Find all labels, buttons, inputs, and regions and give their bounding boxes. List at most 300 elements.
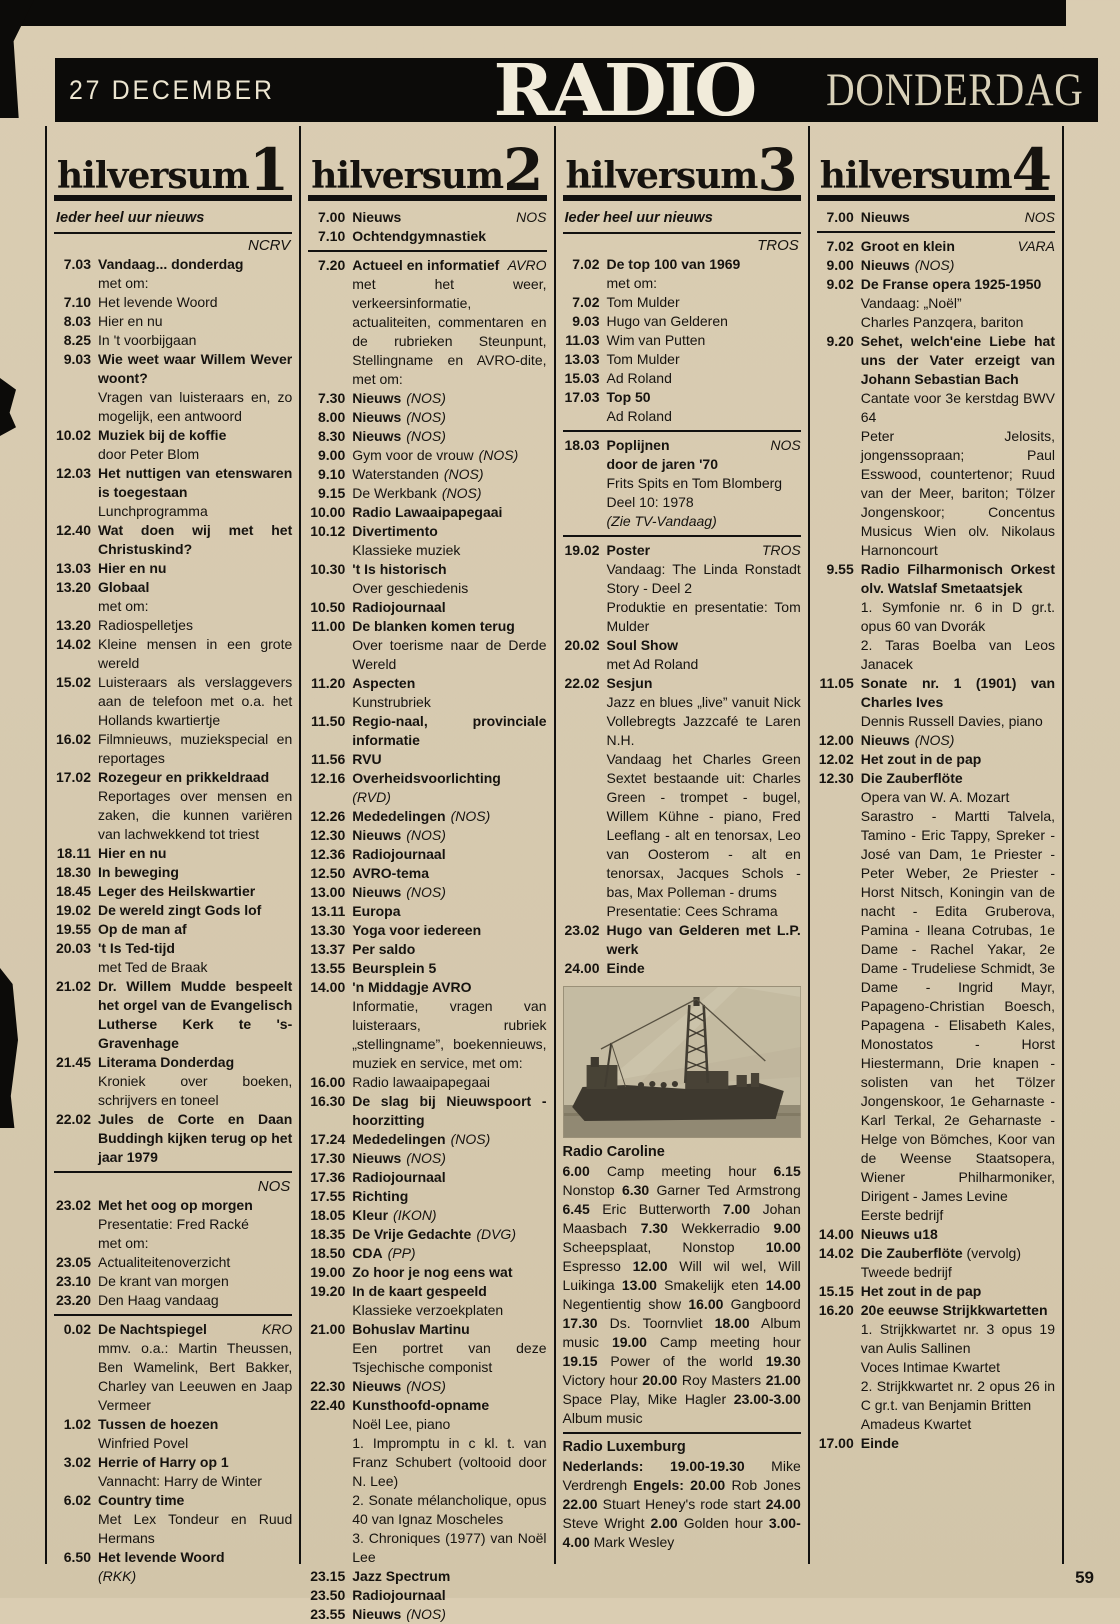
entry-time: 23.50: [310, 1587, 346, 1603]
entry-time: 9.15: [318, 485, 346, 501]
schedule-entry: [54, 920, 292, 939]
entry-time: 22.30: [310, 1378, 346, 1394]
schedule-entry: [54, 559, 292, 578]
entry-time: 10.30: [310, 561, 346, 577]
entry-time: 23.15: [310, 1568, 346, 1584]
schedule-text-run: 22.00: [562, 1496, 598, 1512]
entry-content: [352, 1073, 546, 1092]
entry-desc: Vandaag het Charles Green Sextet bestaande uit: Charles Green - trompet - bugel, Willem Kühne - piano, Fred Leeflang - alt en tenorsax, Leo van Oosterom - alt en tenorsax, Jacques Schols - bas, Max Polleman - drums: [606, 751, 801, 900]
schedule-text-run: Stuart Heney's rode start: [597, 1496, 766, 1512]
schedule-entry: [563, 636, 801, 674]
schedule-entry: [54, 1291, 292, 1310]
entry-content: [352, 1396, 546, 1567]
entry-title: Mededelingen: [352, 1131, 446, 1147]
date-label: 27 DECEMBER: [69, 74, 275, 105]
schedule-text-run: Camp meeting hour: [646, 1334, 801, 1350]
schedule-entry: [308, 1187, 546, 1206]
schedule-text-run: 7.00: [722, 1201, 751, 1217]
entry-title: Europa: [352, 903, 401, 919]
entry-content: [352, 1149, 546, 1168]
entry-title: Radiojournaal: [352, 1169, 446, 1185]
entry-network-tag: (NOS): [406, 884, 446, 900]
broadcaster-label: NOS: [770, 437, 801, 453]
schedule-text-run: Wekkerradio: [667, 1220, 774, 1236]
entry-title: CDA: [352, 1245, 383, 1261]
entry-title: Wie weet waar Willem Wever woont?: [98, 351, 293, 386]
schedule-entry: [308, 826, 546, 845]
section-divider: [54, 1171, 292, 1173]
entry-time: 21.02: [55, 978, 91, 994]
schedule-entry: [54, 673, 292, 730]
entry-desc: 1. Impromptu in c kl. t. van Franz Schubert (voltooid door N. Lee): [352, 1435, 547, 1489]
entry-desc: Noël Lee, piano: [352, 1416, 451, 1432]
entry-content: [98, 635, 292, 673]
schedule-text-run: 10.00: [765, 1239, 801, 1255]
entry-content: [607, 388, 801, 426]
schedule-entry: [308, 902, 546, 921]
broadcaster-label: KRO: [261, 1321, 293, 1337]
page-top-ink-strip: [0, 0, 1066, 26]
entry-desc: Opera van W. A. Mozart: [860, 789, 1010, 805]
entry-content: [352, 845, 546, 864]
schedule-entry: [54, 1320, 292, 1415]
schedule-text-run: 21.00: [765, 1372, 801, 1388]
schedule-entry: [308, 465, 546, 484]
entry-title: Aspecten: [352, 675, 416, 691]
schedule-entry: [308, 227, 546, 246]
entry-time: 12.30: [310, 827, 346, 843]
schedule-entry: [563, 255, 801, 293]
entry-title: Hugo van Gelderen: [606, 313, 728, 329]
entry-title: Hier en nu: [98, 845, 167, 861]
entry-content: [352, 522, 546, 560]
entry-content: [352, 1168, 546, 1187]
schedule-text-run: 23.00-3.00: [733, 1391, 801, 1407]
entry-time: 18.30: [55, 864, 91, 880]
entry-network-tag: (NOS): [406, 1606, 446, 1622]
schedule-entry: [817, 256, 1055, 275]
entry-title: Ochtendgymnastiek: [352, 228, 487, 244]
day-label: DONDERDAG: [826, 64, 1084, 116]
entry-content: [352, 408, 546, 427]
entry-desc: Voces Intimae Kwartet: [860, 1359, 1001, 1375]
entry-title: Nieuws: [352, 209, 402, 225]
entry-title: Tussen de hoezen: [98, 1416, 219, 1432]
entry-title: De slag bij Nieuwspoort - hoorzitting: [352, 1093, 547, 1128]
schedule-entry: [54, 901, 292, 920]
entry-content: [98, 559, 292, 578]
entry-title: Het zout in de pap: [860, 751, 982, 767]
entry-desc: Vandaag: The Linda Ronstadt Story - Deel 2: [606, 561, 801, 596]
entry-title: Hier en nu: [98, 313, 163, 329]
entry-content: [861, 256, 1055, 275]
entry-title: Vandaag... donderdag: [98, 256, 244, 272]
entry-desc: 1. Symfonie nr. 6 in D gr.t. opus 60 van Dvorák: [860, 599, 1055, 634]
entry-title: Nieuws: [352, 1150, 402, 1166]
entry-time: 16.00: [310, 1074, 346, 1090]
schedule-entry: [308, 208, 546, 227]
schedule-entry: [308, 427, 546, 446]
entry-title: Sonate nr. 1 (1901) van Charles Ives: [860, 675, 1055, 710]
entry-title: Literama Donderdag: [98, 1054, 235, 1070]
entry-title: Radiospelletjes: [98, 617, 193, 633]
schedule-text-run: Album music: [562, 1315, 801, 1350]
entry-title: 't Is historisch: [352, 561, 447, 577]
schedule-entry: [308, 1168, 546, 1187]
schedule-entry: [54, 331, 292, 350]
entry-time: 23.02: [55, 1197, 91, 1213]
schedule-text-run: Rob Jones: [725, 1477, 801, 1493]
section-divider: [308, 250, 546, 252]
entry-title: Op de man af: [98, 921, 187, 937]
entry-content: [861, 560, 1055, 674]
entry-title: Herrie of Harry op 1: [98, 1454, 229, 1470]
entry-desc: met om:: [606, 275, 658, 291]
entry-time: 13.20: [55, 617, 91, 633]
entry-title: Groot en klein: [860, 238, 955, 254]
entry-title: De blanken komen terug: [352, 618, 515, 634]
entry-content: [98, 939, 292, 977]
entry-content: [861, 731, 1055, 750]
schedule-entry: [308, 598, 546, 617]
schedule-text-run: Victory hour: [562, 1372, 643, 1388]
schedule-entry: [563, 674, 801, 921]
entry-time: 16.02: [55, 731, 91, 747]
schedule-text-run: 19.30: [765, 1353, 801, 1369]
entry-content: [98, 1548, 292, 1586]
schedule-text-run: Ds. Toornvliet: [597, 1315, 715, 1331]
entry-title: Actueel en informatief: [352, 257, 500, 273]
schedule-text-run: 12.00: [632, 1258, 668, 1274]
schedule-entry: [308, 1073, 546, 1092]
station-name: hilversum: [311, 154, 504, 197]
schedule-entry: [308, 503, 546, 522]
entry-title: Actualiteitenoverzicht: [98, 1254, 231, 1270]
entry-content: [352, 598, 546, 617]
entry-title: De krant van morgen: [98, 1273, 229, 1289]
entry-time: 19.02: [564, 542, 600, 558]
entry-title: Filmnieuws, muziekspecial en reportages: [98, 731, 293, 766]
entry-content: [352, 1586, 546, 1605]
entry-time: 13.00: [310, 884, 346, 900]
schedule-entry: [308, 921, 546, 940]
schedule-text-run: 2.00: [650, 1515, 678, 1531]
entry-title: Radio Filharmonisch Orkest olv. Watslaf Smetaatsjek: [860, 561, 1055, 596]
entry-content: [98, 673, 292, 730]
entry-time: 9.00: [826, 257, 854, 273]
entry-content: [98, 1196, 292, 1253]
entry-title: Rozegeur en prikkeldraad: [98, 769, 270, 785]
schedule-entry: [54, 1272, 292, 1291]
section-divider: [563, 430, 801, 432]
entry-content: [861, 1225, 1055, 1244]
entry-content: [352, 1092, 546, 1130]
column-body: [308, 201, 546, 1624]
entry-title: Bohuslav Martinu: [352, 1321, 470, 1337]
entry-time: 3.02: [63, 1454, 91, 1470]
entry-content: [352, 940, 546, 959]
schedule-entry: [308, 389, 546, 408]
entry-time: 7.02: [572, 256, 600, 272]
schedule-entry: [308, 1244, 546, 1263]
entry-time: 12.26: [310, 808, 346, 824]
entry-network-tag: (NOS): [406, 390, 446, 406]
schedule-entry: [308, 845, 546, 864]
entry-content: [607, 331, 801, 350]
entry-time: 15.15: [818, 1283, 854, 1299]
entry-title: Gym voor de vrouw: [352, 447, 474, 463]
column-body: [54, 201, 292, 1586]
radio-logo: RADIO: [493, 48, 754, 132]
entry-title: Het levende Woord: [98, 294, 218, 310]
entry-content: [352, 750, 546, 769]
schedule-entry: [54, 578, 292, 616]
entry-title: In beweging: [98, 864, 179, 880]
entry-desc: Cantate voor 3e kerstdag BWV 64: [860, 390, 1055, 425]
schedule-text-run: Eric Butterworth: [589, 1201, 723, 1217]
section-divider: [54, 1314, 292, 1316]
entry-title: Tom Mulder: [606, 294, 680, 310]
entry-title: Sesjun: [606, 675, 653, 691]
entry-content: [352, 769, 546, 807]
entry-content: [352, 503, 546, 522]
entry-title: Mededelingen: [352, 808, 446, 824]
entry-title: Beursplein 5: [352, 960, 437, 976]
schedule-entry: [54, 255, 292, 293]
schedule-text-run: 6.00: [562, 1163, 590, 1179]
schedule-text-run: Nederlands:: [562, 1458, 670, 1474]
entry-time: 10.50: [310, 599, 346, 615]
entry-time: 13.11: [310, 903, 346, 919]
entry-content: [352, 484, 546, 503]
entry-time: 11.50: [310, 713, 346, 729]
schedule-entry: [308, 1377, 546, 1396]
entry-content: [352, 902, 546, 921]
entry-content: [98, 293, 292, 312]
entry-time: 14.02: [55, 636, 91, 652]
entry-content: [352, 256, 546, 389]
entry-network-tag: (IKON): [393, 1207, 437, 1223]
schedule-entry: [54, 350, 292, 426]
schedule-text-run: Scheepsplaat, Nonstop: [562, 1239, 766, 1255]
schedule-entry: [308, 1130, 546, 1149]
entry-network-tag: (DVG): [476, 1226, 516, 1242]
entry-network-tag: (NOS): [441, 485, 482, 501]
entry-title-line2: door de jaren '70: [606, 456, 718, 472]
schedule-entry: [817, 208, 1055, 227]
schedule-entry: [54, 1491, 292, 1548]
entry-title: Den Haag vandaag: [98, 1292, 219, 1308]
entry-content: [98, 1253, 292, 1272]
entry-content: [98, 1110, 292, 1167]
entry-desc: Ad Roland: [606, 408, 672, 424]
entry-content: [98, 1491, 292, 1548]
schedule-entry: [308, 864, 546, 883]
entry-time: 24.00: [564, 960, 600, 976]
broadcaster-label: NOS: [1024, 209, 1055, 225]
entry-title: Hugo van Gelderen met L.P. werk: [606, 922, 801, 957]
schedule-entry: [817, 769, 1055, 1225]
schedule-entry: [308, 446, 546, 465]
entry-time: 6.02: [63, 1492, 91, 1508]
schedule-entry: [308, 674, 546, 712]
entry-content: [98, 1272, 292, 1291]
entry-title: Yoga voor iedereen: [352, 922, 482, 938]
schedule-entry: [54, 635, 292, 673]
schedule-entry: [308, 522, 546, 560]
schedule-grid: [45, 126, 1064, 1622]
entry-content: [98, 863, 292, 882]
schedule-entry: [563, 541, 801, 636]
entry-network-tag: (NOS): [406, 827, 446, 843]
schedule-entry: [54, 312, 292, 331]
column-note: Ieder heel uur nieuws: [563, 208, 801, 234]
pirate-station-section: [563, 1438, 801, 1552]
schedule-entry: [54, 616, 292, 635]
schedule-entry: [54, 1253, 292, 1272]
entry-content: [352, 883, 546, 902]
entry-time: 10.00: [310, 504, 346, 520]
schedule-entry: [563, 436, 801, 531]
entry-content: [607, 350, 801, 369]
station-name: hilversum: [57, 154, 249, 197]
entry-desc: Vragen van luisteraars en, zo mogelijk, een antwoord: [98, 389, 293, 424]
schedule-entry: [308, 769, 546, 807]
entry-content: [352, 1605, 546, 1624]
entry-time: 0.02: [63, 1321, 91, 1337]
entry-content: [98, 920, 292, 939]
schedule-entry: [563, 369, 801, 388]
entry-time: 19.00: [310, 1264, 346, 1280]
entry-desc: met het weer, verkeersinformatie, actualiteiten, commentaren en de rubrieken Steunpunt, Stellingname en AVRO-dite, met om:: [352, 276, 547, 387]
entry-time: 17.02: [55, 769, 91, 785]
entry-content: [98, 768, 292, 844]
entry-desc: (RKK): [98, 1568, 137, 1584]
schedule-entry: [308, 1396, 546, 1567]
entry-time: 9.10: [318, 466, 346, 482]
entry-title: RVU: [352, 751, 382, 767]
entry-time: 17.36: [310, 1169, 346, 1185]
schedule-entry: [817, 560, 1055, 674]
entry-content: [861, 1434, 1055, 1453]
entry-content: [607, 312, 801, 331]
schedule-text-run: Smakelijk eten: [656, 1277, 766, 1293]
entry-time: 7.03: [63, 256, 91, 272]
entry-title: Regio-naal, provinciale informatie: [352, 713, 547, 748]
entry-content: [352, 446, 546, 465]
entry-content: [607, 921, 801, 959]
entry-content: [98, 464, 292, 521]
schedule-text-run: 19.00: [611, 1334, 647, 1350]
entry-desc: Vandaag: „Noël”: [860, 295, 962, 311]
hilversum-4-column: [808, 126, 1062, 1564]
entry-time: 21.00: [310, 1321, 346, 1337]
entry-title: Nieuws: [352, 827, 402, 843]
schedule-text-run: Engels:: [633, 1477, 691, 1493]
entry-desc: Vannacht: Harry de Winter: [98, 1473, 262, 1489]
entry-content: [352, 227, 546, 246]
entry-time: 11.20: [310, 675, 346, 691]
schedule-entry: [817, 332, 1055, 560]
entry-title: 20e eeuwse Strijkkwartetten: [860, 1302, 1048, 1318]
entry-time: 12.40: [55, 522, 91, 538]
entry-time: 9.20: [826, 333, 854, 349]
entry-desc: 2. Taras Boelba van Leos Janacek: [860, 637, 1055, 672]
schedule-entry: [54, 863, 292, 882]
schedule-entry: [308, 1092, 546, 1130]
entry-time: 10.02: [55, 427, 91, 443]
station-name: hilversum: [819, 154, 1012, 197]
entry-title: 't Is Ted-tijd: [98, 940, 175, 956]
schedule-text-run: 19.00-19.30: [669, 1458, 745, 1474]
pirate-station-section: [563, 1143, 801, 1428]
schedule-entry: [563, 921, 801, 959]
entry-content: [352, 560, 546, 598]
entry-desc: Kroniek over boeken, schrijvers en toneel: [98, 1073, 293, 1108]
station-number: 3: [757, 136, 798, 205]
entry-time: 21.45: [55, 1054, 91, 1070]
schedule-entry: [817, 1244, 1055, 1282]
entry-time: 17.30: [310, 1150, 346, 1166]
schedule-text-run: 17.30: [562, 1315, 598, 1331]
entry-desc: 3. Chroniques (1977) van Noël Lee: [352, 1530, 547, 1565]
entry-title: Einde: [606, 960, 645, 976]
entry-desc: Over toerisme naar de Derde Wereld: [352, 637, 547, 672]
entry-desc: Klassieke muziek: [352, 542, 461, 558]
hilversum-3-column: [554, 126, 808, 1564]
entry-content: [861, 332, 1055, 560]
entry-title: Nieuws: [352, 409, 402, 425]
entry-title: AVRO-tema: [352, 865, 430, 881]
entry-title: Nieuws u18: [860, 1226, 938, 1242]
schedule-entry: [308, 712, 546, 750]
entry-title: De Nachtspiegel: [98, 1321, 207, 1337]
schedule-text-run: Mike Verdrengh: [562, 1458, 801, 1493]
entry-content: [98, 312, 292, 331]
schedule-entry: [308, 1149, 546, 1168]
entry-time: 9.55: [826, 561, 854, 577]
entry-content: [607, 255, 801, 293]
entry-time: 12.03: [55, 465, 91, 481]
schedule-entry: [817, 275, 1055, 332]
network-label: NCRV: [248, 237, 291, 254]
pirate-schedule-text: [563, 1162, 801, 1428]
pirate-section-title: Radio Luxemburg: [562, 1439, 686, 1455]
schedule-entry: [54, 1415, 292, 1453]
entry-desc: Een portret van deze Tsjechische componist: [352, 1340, 547, 1375]
entry-title: De Franse opera 1925-1950: [860, 276, 1042, 292]
entry-title: Met het oog op morgen: [98, 1197, 253, 1213]
entry-content: [607, 959, 801, 978]
schedule-entry: [563, 312, 801, 331]
entry-title: Globaal: [98, 579, 150, 595]
schedule-text-run: Golden hour: [677, 1515, 769, 1531]
entry-content: [352, 674, 546, 712]
schedule-text-run: 16.00: [688, 1296, 724, 1312]
entry-content: [352, 1263, 546, 1282]
entry-content: [352, 1244, 546, 1263]
entry-title: Het zout in de pap: [860, 1283, 982, 1299]
schedule-text-run: 14.00: [765, 1277, 801, 1293]
schedule-entry: [563, 388, 801, 426]
entry-time: 19.02: [55, 902, 91, 918]
schedule-text-run: Negentientig show: [562, 1296, 689, 1312]
entry-content: [861, 674, 1055, 731]
entry-title: Radiojournaal: [352, 599, 446, 615]
schedule-entry: [817, 674, 1055, 731]
entry-title: Jules de Corte en Daan Buddingh kijken terug op het jaar 1979: [98, 1111, 293, 1165]
entry-time: 23.20: [55, 1292, 91, 1308]
